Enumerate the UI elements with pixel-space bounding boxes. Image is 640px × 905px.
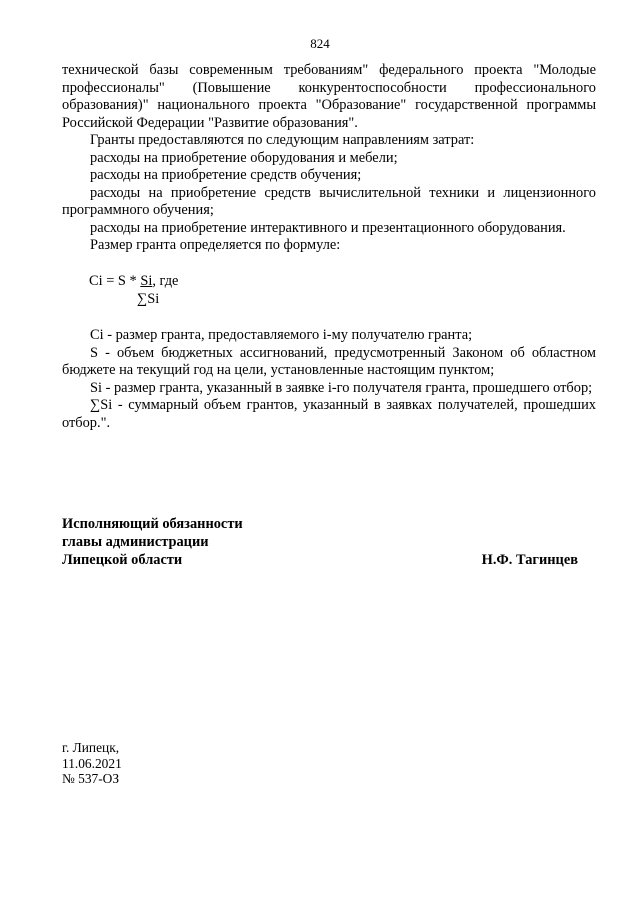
paragraph: Размер гранта определяется по формуле: (90, 237, 341, 253)
definition: Si - размер гранта, указанный в заявке i-го получателя гранта, прошедшего отбор; (90, 379, 593, 396)
paragraph: расходы на приобретение средств вычислительной техники и лицензионного программного обучения; (62, 184, 596, 218)
footer-city: г. Липецк, (62, 740, 120, 755)
grant-formula (89, 273, 178, 308)
definition: ∑Si - суммарный объем грантов, указанный в заявках получателей, прошедших отбор.". (62, 397, 596, 431)
body-text (62, 62, 596, 255)
footer-number: № 537-ОЗ (62, 771, 120, 786)
page-number: 824 (310, 36, 330, 51)
document-footer (62, 740, 122, 787)
paragraph: расходы на приобретение интерактивного и презентационного оборудования. (90, 219, 566, 236)
signatory-name: Н.Ф. Тагинцев (481, 552, 578, 568)
definition: S - объем бюджетных ассигнований, предусмотренный Законом об областном бюджете на текущий год на цели, установленные настоящим пунктом; (62, 344, 596, 378)
signature-title-line3: Липецкой области (62, 552, 183, 568)
paragraph: Гранты предоставляются по следующим направлениям затрат: (90, 132, 475, 148)
formula-numerator: Si (140, 273, 153, 289)
formula-denominator: ∑Si (137, 290, 160, 307)
paragraph: расходы на приобретение средств обучения; (90, 167, 362, 183)
paragraph: расходы на приобретение оборудования и мебели; (90, 149, 398, 166)
signature-title-line1: Исполняющий обязанности (62, 516, 243, 532)
signature-title-line2: главы администрации (62, 534, 209, 550)
formula-suffix: , где (152, 273, 179, 289)
definitions (62, 327, 596, 432)
paragraph: технической базы современным требованиям" федерального проекта "Молодые профессионалы" (Повышение конкурентоспособности профессионального образования)" национального проекта "Образование" государственной программы Российской Федерации "Развитие образования". (62, 62, 596, 131)
footer-date: 11.06.2021 (62, 755, 122, 771)
signature-block (62, 515, 578, 569)
definition: Ci - размер гранта, предоставляемого i-му получателю гранта; (90, 327, 473, 343)
formula-lhs: Ci = S * (89, 273, 141, 289)
